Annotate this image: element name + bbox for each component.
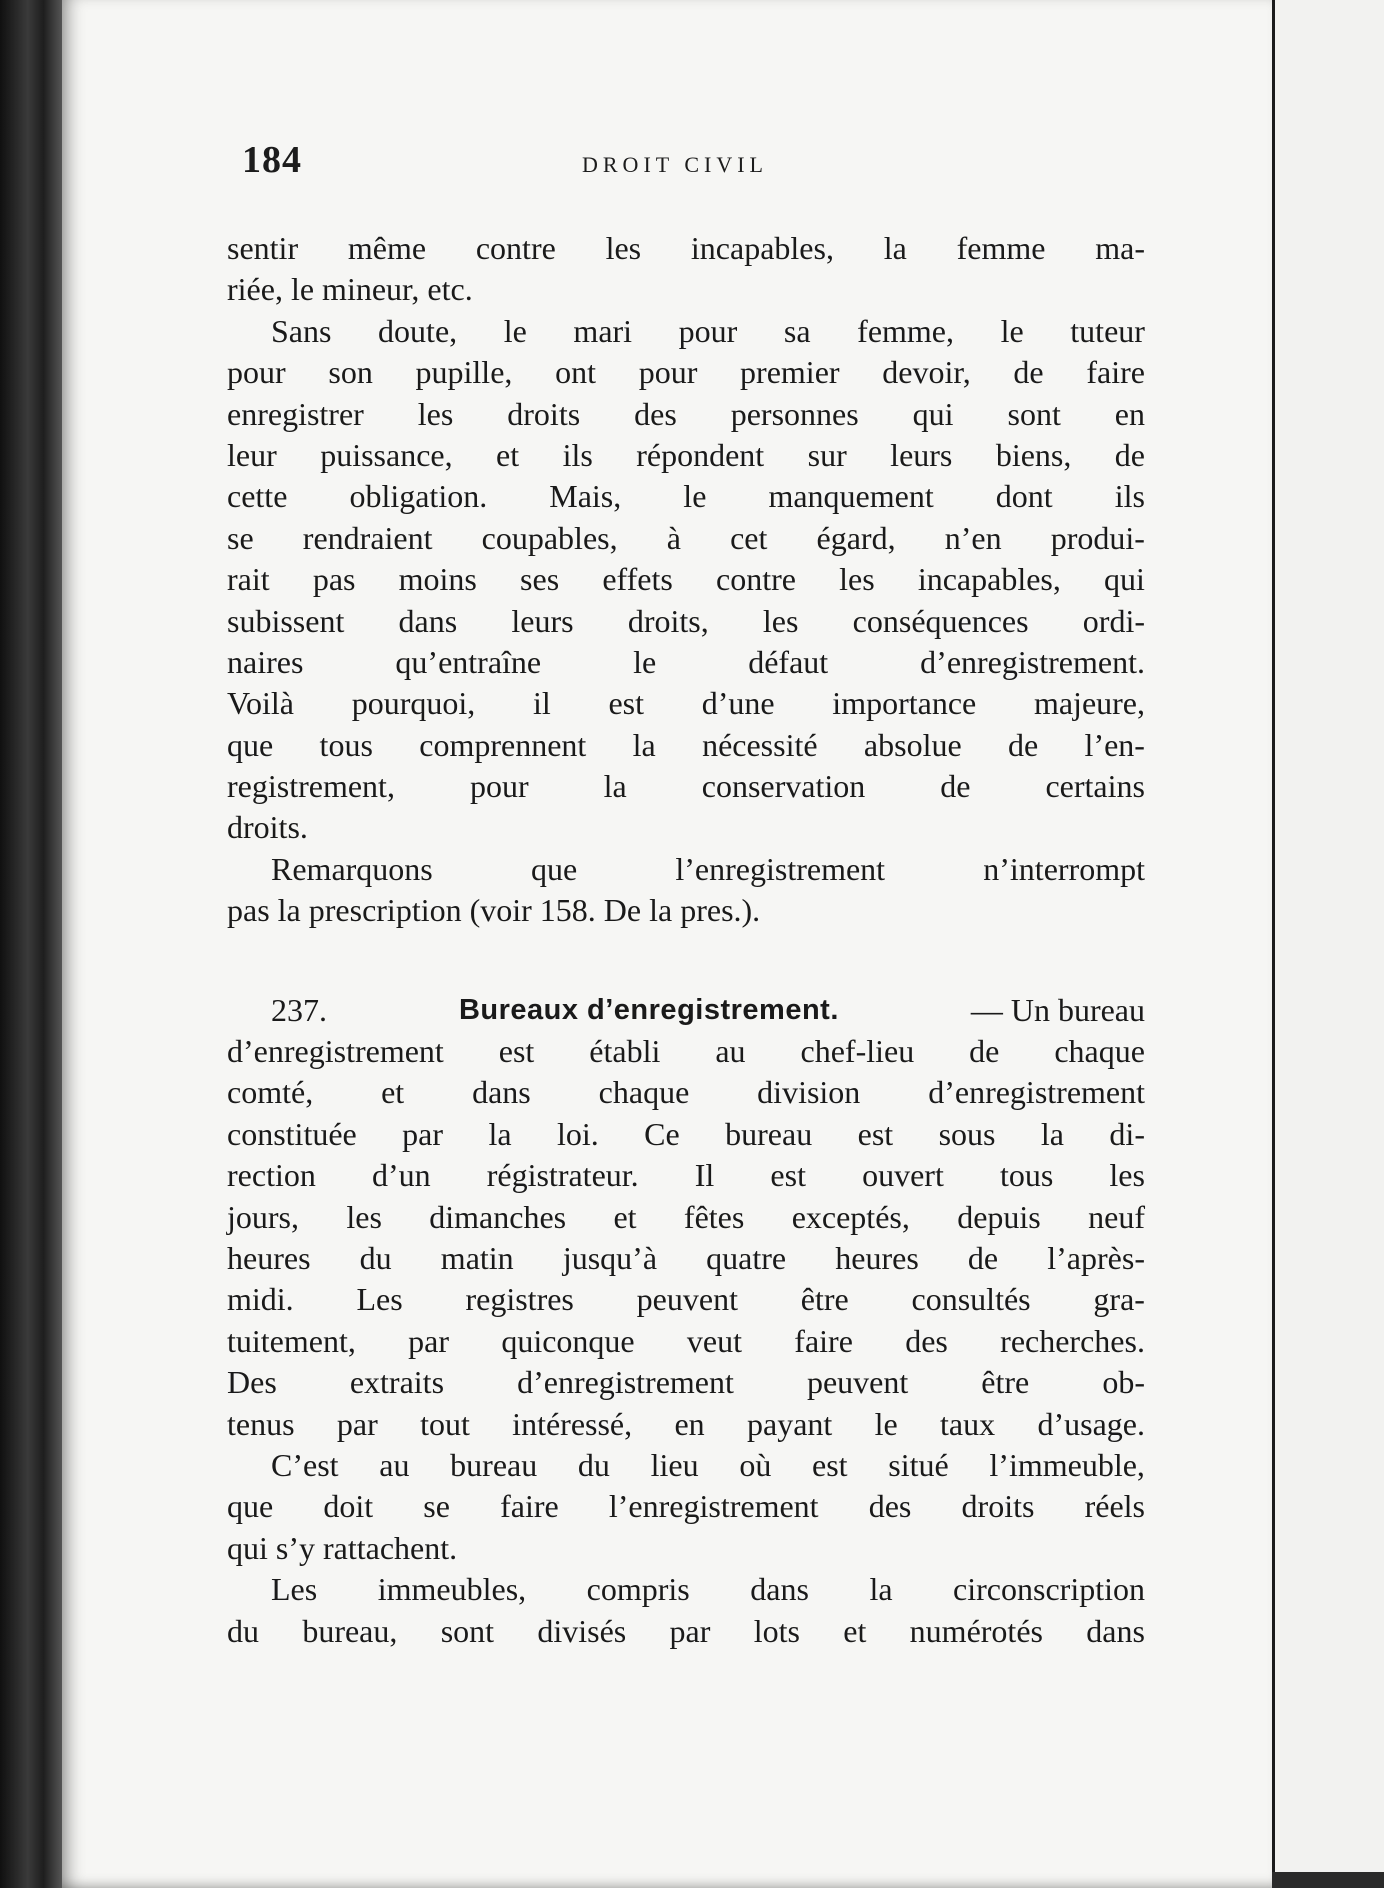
text-line: Sans doute, le mari pour sa femme, le tuteur bbox=[271, 312, 1145, 349]
text-line: pour son pupille, ont pour premier devoir, de faire bbox=[227, 354, 1145, 391]
section-title: Bureaux d’enregistrement. bbox=[458, 993, 839, 1026]
text-line: que doit se faire l’enregistrement des droits réels bbox=[227, 1488, 1145, 1525]
text-line: d’enregistrement est établi au chef-lieu de chaque bbox=[227, 1033, 1145, 1070]
text-line: C’est au bureau du lieu où est situé l’immeuble, bbox=[271, 1446, 1145, 1483]
text-line: enregistrer les droits des personnes qui sont en bbox=[227, 395, 1145, 432]
text-line: jours, les dimanches et fêtes exceptés, depuis neuf bbox=[227, 1198, 1145, 1235]
text-line: constituée par la loi. Ce bureau est sous la di- bbox=[227, 1115, 1145, 1152]
text-line: tenus par tout intéressé, en payant le taux d’usage. bbox=[227, 1405, 1145, 1442]
text-line: sentir même contre les incapables, la femme ma- bbox=[227, 230, 1145, 266]
text-line: rait pas moins ses effets contre les incapables, qui bbox=[227, 561, 1145, 598]
text-line: leur puissance, et ils répondent sur leurs biens, de bbox=[227, 436, 1145, 473]
text-line: riée, le mineur, etc. bbox=[227, 271, 473, 308]
book-binding-edge bbox=[0, 0, 62, 1888]
text-line: que tous comprennent la nécessité absolue de l’en- bbox=[227, 726, 1145, 763]
section-number: 237. bbox=[271, 991, 327, 1028]
text-line: midi. Les registres peuvent être consultés gra- bbox=[227, 1281, 1145, 1318]
text-line: subissent dans leurs droits, les conséquences ordi- bbox=[227, 602, 1145, 639]
next-page-edge bbox=[1272, 0, 1384, 1888]
text-line: Remarquons que l’enregistrement n’interrompt bbox=[271, 850, 1145, 887]
page-number: 184 bbox=[242, 139, 302, 181]
text-line: Les immeubles, compris dans la circonscription bbox=[271, 1571, 1145, 1608]
text-line: pas la prescription (voir 158. De la pres.). bbox=[227, 892, 761, 929]
text-line: cette obligation. Mais, le manquement dont ils bbox=[227, 478, 1145, 515]
text-line: registrement, pour la conservation de certains bbox=[227, 768, 1145, 805]
text-line: droits. bbox=[227, 809, 308, 846]
text-line: rection d’un régistrateur. Il est ouvert tous les bbox=[227, 1157, 1145, 1194]
text-line: qui s’y rattachent. bbox=[227, 1529, 458, 1566]
text-line: heures du matin jusqu’à quatre heures de l’après- bbox=[227, 1239, 1145, 1276]
section-first-line-rest: — Un bureau bbox=[970, 991, 1145, 1028]
section-heading-line bbox=[227, 990, 1145, 1031]
text-line: comté, et dans chaque division d’enregistrement bbox=[227, 1074, 1145, 1111]
text-line: du bureau, sont divisés par lots et numérotés dans bbox=[227, 1612, 1145, 1649]
running-title: DROIT CIVIL bbox=[582, 152, 768, 177]
section-gap bbox=[227, 932, 1145, 990]
page-header bbox=[62, 138, 1272, 188]
text-line: tuitement, par quiconque veut faire des recherches. bbox=[227, 1322, 1145, 1359]
text-line: naires qu’entraîne le défaut d’enregistrement. bbox=[227, 643, 1145, 680]
text-line: Voilà pourquoi, il est d’une importance majeure, bbox=[227, 685, 1145, 722]
text-line: Des extraits d’enregistrement peuvent être ob- bbox=[227, 1364, 1145, 1401]
scanned-page bbox=[62, 0, 1272, 1888]
body-text bbox=[227, 228, 1145, 1652]
text-line: se rendraient coupables, à cet égard, n’en produi- bbox=[227, 519, 1145, 556]
